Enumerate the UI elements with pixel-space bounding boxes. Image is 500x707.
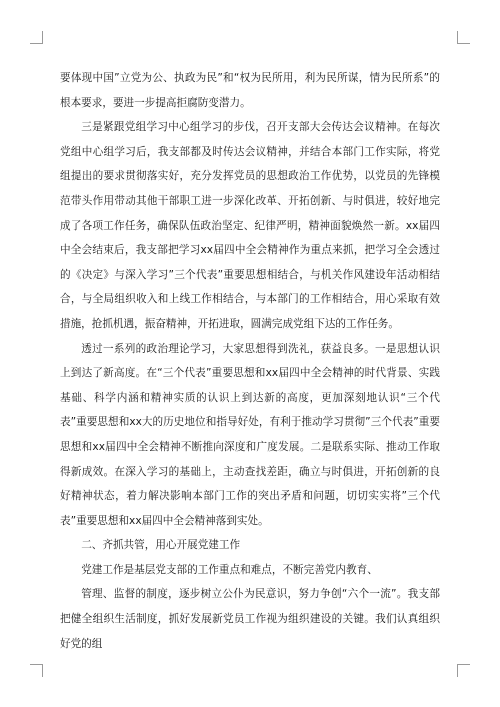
paragraph-3: 透过一系列的政治理论学习，大家思想得到洗礼，获益良多。一是思想认识上到达了新高度。在“三个代表”重要思想和xx届四中全会精神的时代背景、实践基础、科学内涵和精神实质的认识上到达新的高度，更加深刻地认识“三个代表”重要思想和xx大的历史地位和指导好处，有利于推动学习贯彻”三个代表”重要思想和xx届四中全会精神不断推向深度和广度发展。二是联系实际、推动工作取得新成效。在深入学习的基础上，主动查找差距，确立与时俱进，开拓创新的良好精神状态，着力解决影响本部门工作的突出矛盾和问题，切切实实将”三个代表”重要思想和xx届四中全会精神落到实处。 (60, 342, 440, 527)
crop-mark-top-right (457, 31, 470, 44)
paragraph-4: 党建工作是基层党支部的工作重点和难点，不断完善党内教育、 (81, 563, 378, 576)
paragraph-1: 要体现中国”立党为公、执政为民”和“权为民所用，利为民所谋，情为民所系”的根本要求，要进一步提高拒腐防变潜力。 (60, 72, 440, 109)
paragraph-5: 管理、监督的制度，逐步树立公仆为民意识，努力争创“六个一流”。我支部把健全组织生活制度，抓好发展新党员工作视为组织建设的关键。我们认真组织好党的组 (60, 588, 440, 650)
crop-mark-bottom-right (457, 664, 470, 677)
document-body (60, 66, 440, 656)
crop-mark-bottom-left (30, 664, 43, 677)
crop-mark-top-left (30, 31, 43, 44)
section-heading: 二、齐抓共管，用心开展党建工作 (81, 539, 241, 552)
paragraph-2: 三是紧跟党组学习中心组学习的步伐，召开支部大会传达会议精神。在每次党组中心组学习后，我支部都及时传达会议精神，并结合本部门工作实际，将党组提出的要求贯彻落实好，充分发挥党员的思想政治工作优势，以党员的先锋模范带头作用带动其他干部职工进一步深化改革、开拓创新、与时俱进，较好地完成了各项工作任务，确保队伍政治坚定、纪律严明，精神面貌焕然一新。xx届四中全会结束后，我支部把学习xx届四中全会精神作为重点来抓，把学习全会透过的《决定》与深入学习”三个代表”重要思想相结合，与机关作风建设年活动相结合，与全局组织收入和上线工作相结合，与本部门的工作相结合，用心采取有效措施，抢抓机遇，振奋精神，开拓进取，圆满完成党组下达的工作任务。 (60, 121, 440, 330)
